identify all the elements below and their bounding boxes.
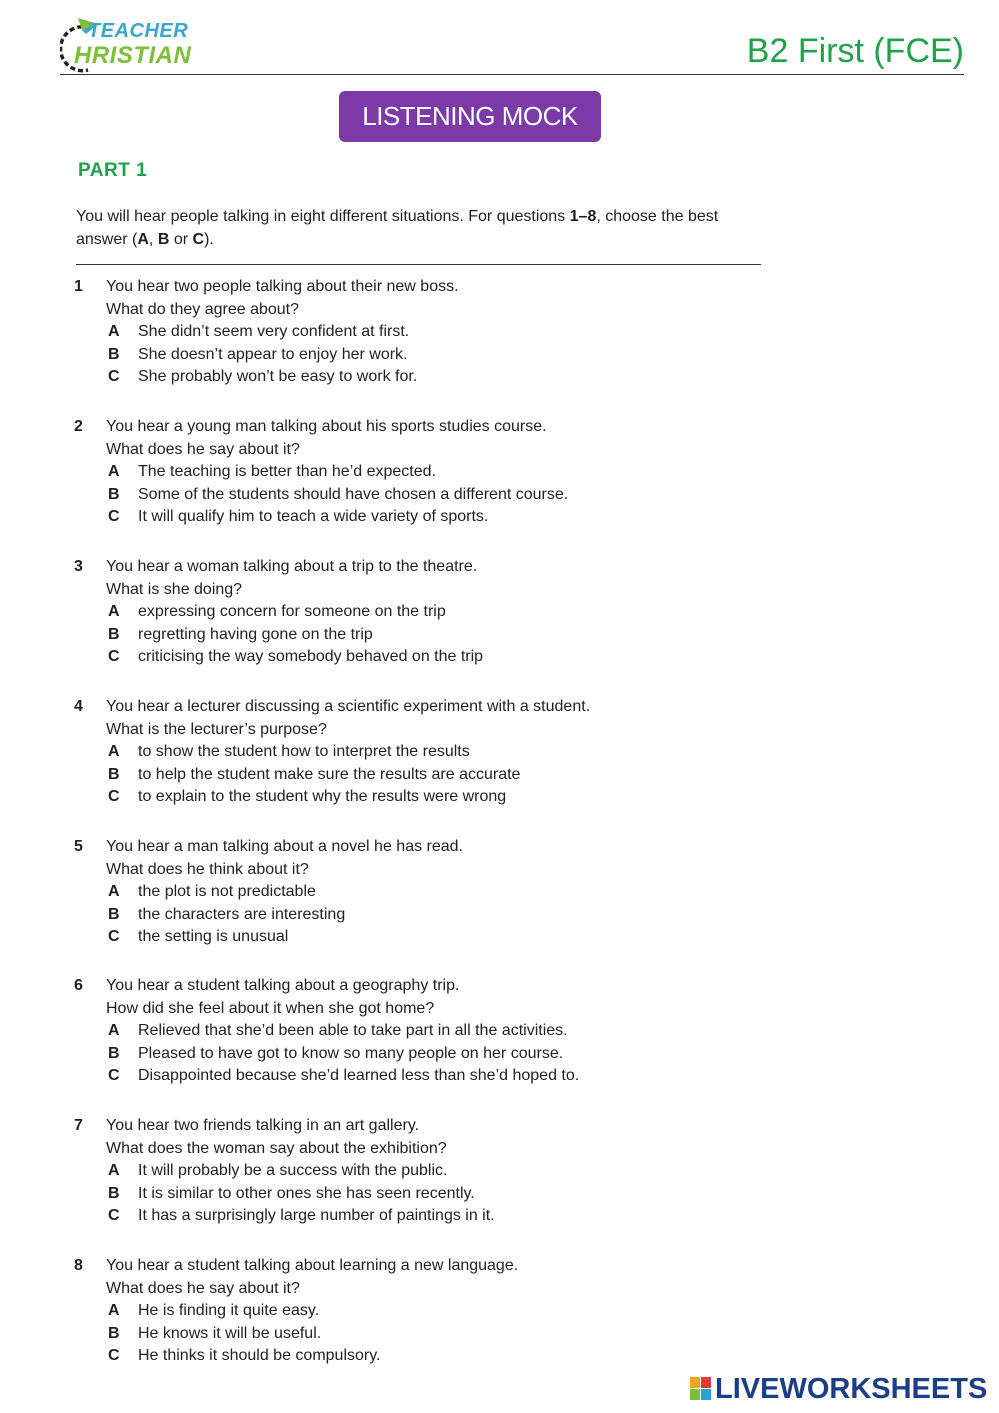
instructions-option-a: A	[137, 231, 149, 248]
question-context: You hear a lecturer discussing a scientific experiment with a student.	[106, 698, 591, 715]
option-text: She probably won’t be easy to work for.	[138, 368, 418, 386]
option-letter: C	[108, 368, 120, 386]
option-b[interactable]	[72, 1183, 772, 1206]
option-letter: C	[108, 648, 120, 666]
option-letter: A	[108, 743, 120, 761]
option-c[interactable]	[72, 1345, 772, 1368]
option-letter: A	[108, 1302, 120, 1320]
option-text: to show the student how to interpret the results	[138, 743, 470, 761]
option-text: to help the student make sure the results are accurate	[138, 765, 521, 783]
divider	[76, 264, 761, 265]
option-letter: B	[108, 625, 120, 643]
question-prompt: What is the lecturer’s purpose?	[106, 720, 327, 738]
teacher-christian-logo	[60, 18, 190, 74]
option-text: She doesn’t appear to enjoy her work.	[138, 345, 408, 363]
option-text: Disappointed because she’d learned less than she’d hoped to.	[138, 1067, 580, 1085]
option-letter: A	[108, 463, 120, 481]
option-text: the setting is unusual	[138, 928, 289, 946]
option-text: It will probably be a success with the public.	[138, 1162, 448, 1180]
question-prompt: What does he say about it?	[106, 1279, 300, 1297]
option-text: the plot is not predictable	[138, 883, 316, 901]
question-4	[72, 696, 772, 809]
question-2	[72, 416, 772, 529]
question-number: 6	[74, 977, 83, 994]
option-a[interactable]	[72, 1020, 772, 1043]
option-b[interactable]	[72, 1323, 772, 1346]
option-b[interactable]	[72, 904, 772, 927]
option-text: He knows it will be useful.	[138, 1324, 322, 1342]
instructions-sep-2: or	[169, 231, 193, 248]
option-a[interactable]	[72, 461, 772, 484]
instructions-text-2: , choose the best answer (	[76, 208, 719, 248]
liveworksheets-text: LIVEWORKSHEETS	[715, 1373, 988, 1405]
option-letter: C	[108, 928, 120, 946]
option-letter: A	[108, 1022, 120, 1040]
option-letter: B	[108, 485, 120, 503]
option-b[interactable]	[72, 764, 772, 787]
question-number: 5	[74, 838, 83, 855]
liveworksheets-icon	[690, 1377, 712, 1401]
question-context: You hear a student talking about learning a new language.	[106, 1257, 519, 1274]
option-letter: C	[108, 788, 120, 806]
option-text: It has a surprisingly large number of paintings in it.	[138, 1207, 495, 1225]
instructions	[76, 205, 766, 251]
question-number: 4	[74, 698, 83, 715]
question-7	[72, 1115, 772, 1228]
instructions-text-3: ).	[204, 231, 214, 248]
question-context: You hear a man talking about a novel he has read.	[106, 838, 463, 855]
option-text: to explain to the student why the results were wrong	[138, 788, 507, 806]
option-text: It will qualify him to teach a wide variety of sports.	[138, 508, 489, 526]
question-prompt: What is she doing?	[106, 580, 243, 598]
option-letter: C	[108, 1207, 120, 1225]
logo-text-teacher: TEACHER	[88, 20, 189, 42]
question-8	[72, 1255, 772, 1368]
question-context: You hear a young man talking about his sports studies course.	[106, 418, 547, 435]
option-c[interactable]	[72, 646, 772, 669]
question-5	[72, 836, 772, 949]
option-a[interactable]	[72, 601, 772, 624]
option-text: It is similar to other ones she has seen recently.	[138, 1184, 475, 1202]
option-b[interactable]	[72, 624, 772, 647]
question-context: You hear two people talking about their new boss.	[106, 278, 459, 295]
option-c[interactable]	[72, 1065, 772, 1088]
option-letter: C	[108, 508, 120, 526]
question-prompt: What does the woman say about the exhibition?	[106, 1139, 447, 1157]
option-text: expressing concern for someone on the trip	[138, 603, 446, 621]
option-a[interactable]	[72, 741, 772, 764]
option-text: He thinks it should be compulsory.	[138, 1347, 381, 1365]
option-text: the characters are interesting	[138, 905, 346, 923]
option-letter: C	[108, 1347, 120, 1365]
question-prompt: What does he say about it?	[106, 440, 300, 458]
option-text: Some of the students should have chosen a different course.	[138, 485, 569, 503]
question-1	[72, 276, 772, 389]
option-letter: B	[108, 345, 120, 363]
option-c[interactable]	[72, 1205, 772, 1228]
option-c[interactable]	[72, 366, 772, 389]
option-letter: B	[108, 765, 120, 783]
option-a[interactable]	[72, 1160, 772, 1183]
option-text: Pleased to have got to know so many people on her course.	[138, 1044, 564, 1062]
option-text: Relieved that she’d been able to take part in all the activities.	[138, 1022, 568, 1040]
question-6	[72, 975, 772, 1088]
option-text: The teaching is better than he’d expected.	[138, 463, 436, 481]
option-letter: A	[108, 323, 120, 341]
option-letter: A	[108, 1162, 120, 1180]
question-number: 7	[74, 1117, 83, 1134]
part-title: PART 1	[78, 160, 148, 181]
question-prompt: What do they agree about?	[106, 300, 300, 318]
instructions-option-c: C	[192, 231, 205, 248]
page-header	[60, 16, 964, 75]
option-letter: B	[108, 1184, 120, 1202]
question-context: You hear a woman talking about a trip to the theatre.	[106, 558, 478, 575]
option-letter: B	[108, 905, 120, 923]
option-letter: B	[108, 1324, 120, 1342]
option-b[interactable]	[72, 484, 772, 507]
question-context: You hear two friends talking in an art gallery.	[106, 1117, 420, 1134]
course-title: B2 First (FCE)	[746, 32, 964, 70]
option-text: He is finding it quite easy.	[138, 1302, 320, 1320]
option-letter: A	[108, 883, 120, 901]
option-text: She didn’t seem very confident at first.	[138, 323, 410, 341]
option-b[interactable]	[72, 344, 772, 367]
instructions-text-1: You will hear people talking in eight different situations. For questions	[76, 208, 570, 225]
question-number: 1	[74, 278, 83, 295]
question-number: 2	[74, 418, 83, 435]
instructions-sep-1: ,	[148, 231, 158, 248]
question-context: You hear a student talking about a geography trip.	[106, 977, 460, 994]
option-b[interactable]	[72, 1043, 772, 1066]
listening-mock-badge: LISTENING MOCK	[339, 91, 601, 142]
option-letter: A	[108, 603, 120, 621]
question-prompt: How did she feel about it when she got home?	[106, 999, 435, 1017]
instructions-range: 1–8	[569, 208, 597, 225]
option-a[interactable]	[72, 1300, 772, 1323]
instructions-option-b: B	[157, 231, 170, 248]
option-c[interactable]	[72, 786, 772, 809]
option-a[interactable]	[72, 321, 772, 344]
option-a[interactable]	[72, 881, 772, 904]
question-prompt: What does he think about it?	[106, 860, 309, 878]
option-letter: B	[108, 1044, 120, 1062]
option-letter: C	[108, 1067, 120, 1085]
question-3	[72, 556, 772, 669]
logo-text-christian: HRISTIAN	[74, 42, 192, 69]
option-text: regretting having gone on the trip	[138, 625, 373, 643]
option-text: criticising the way somebody behaved on the trip	[138, 648, 484, 666]
question-number: 3	[74, 558, 83, 575]
option-c[interactable]	[72, 506, 772, 529]
question-number: 8	[74, 1257, 83, 1274]
option-c[interactable]	[72, 926, 772, 949]
